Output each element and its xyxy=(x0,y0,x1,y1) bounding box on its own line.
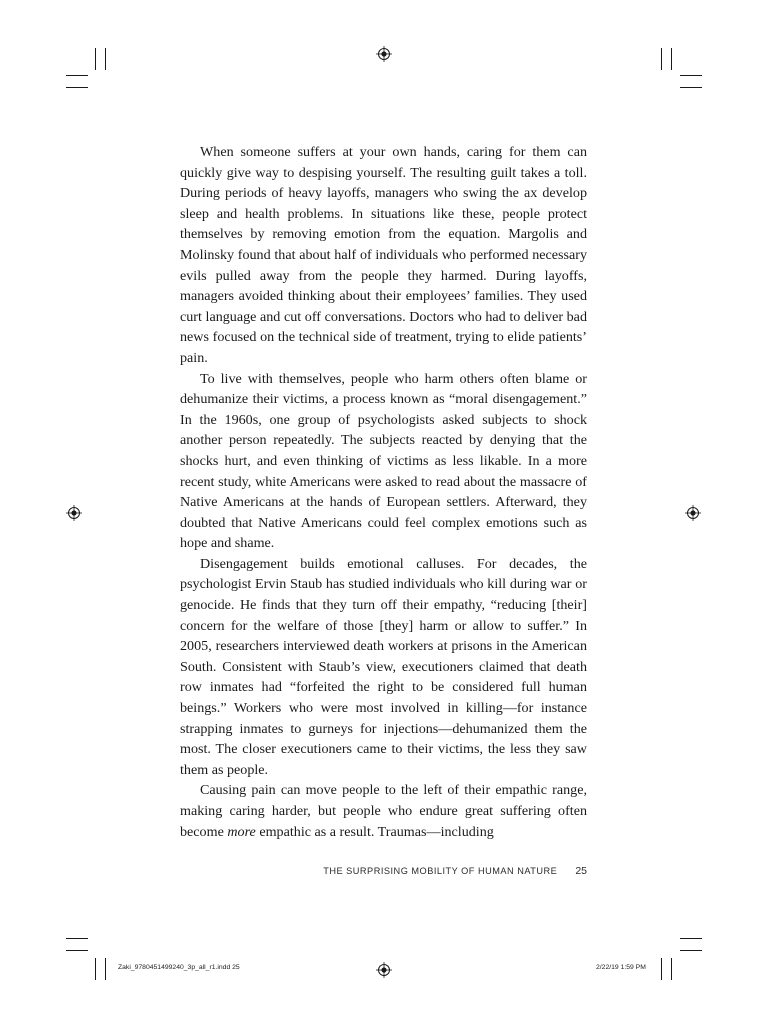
paragraph-text: empathic as a result. Traumas—including xyxy=(255,823,494,840)
paragraph xyxy=(180,780,587,842)
emphasis-text: more xyxy=(227,823,256,840)
crop-mark-icon xyxy=(66,75,88,76)
paragraph-text: When someone suffers at your own hands, caring for them can quickly give way to despising yourself. The resulting guilt takes a toll. During periods of heavy layoffs, managers who swing the ax develop sleep and health problems. In situations like these, people protect themselves by removing emotion from the equation. Margolis and Molinsky found that about half of individuals who performed necessary evils pulled away from the people they harmed. During layoffs, managers avoided thinking about their employees’ families. They used curt language and cut off conversations. Doctors who had to deliver bad news focused on the technical side of treatment, trying to elide patients’ pain. xyxy=(180,144,587,366)
paragraph-text: To live with themselves, people who harm others often blame or dehumanize their victims, a process known as “moral disengagement.” In the 1960s, one group of psychologists asked subjects to shock another person repeatedly. The subjects reacted by denying that the shocks hurt, and even thinking of victims as less likable. In a more recent study, white Americans were asked to read about the massacre of Native Americans at the hands of European settlers. Afterward, they doubted that Native Americans could feel complex emotions such as hope and shame. xyxy=(180,370,587,552)
crop-mark-icon xyxy=(66,87,88,88)
crop-mark-icon xyxy=(680,950,702,951)
registration-mark-icon xyxy=(376,46,392,62)
paragraph-text: Disengagement builds emotional calluses. For decades, the psychologist Ervin Staub has studied individuals who kill during war or genocide. He finds that they turn off their empathy, “reducing [their] concern for the welfare of those [they] harm or allow to suffer.” In 2005, researchers interviewed death workers at prisons in the American South. Consistent with Staub’s view, executioners claimed that death row inmates had “forfeited the right to be considered full human beings.” Workers who were most involved in killing—for instance strapping inmates to gurneys for injections—dehumanized them the most. The closer executioners came to their victims, the less they saw them as people. xyxy=(180,555,587,778)
body-text xyxy=(180,142,587,842)
registration-mark-icon xyxy=(66,505,82,521)
running-footer xyxy=(323,865,587,877)
crop-mark-icon xyxy=(680,75,702,76)
crop-mark-icon xyxy=(680,87,702,88)
crop-mark-icon xyxy=(671,958,672,980)
crop-mark-icon xyxy=(105,48,106,70)
crop-mark-icon xyxy=(661,958,662,980)
crop-mark-icon xyxy=(671,48,672,70)
crop-mark-icon xyxy=(105,958,106,980)
registration-mark-icon xyxy=(685,505,701,521)
page-number: 25 xyxy=(575,865,587,877)
paragraph xyxy=(180,142,587,369)
paragraph-text: Causing pain can move people to the left of their empathic range, making caring harder, but people who endure great suffering often become xyxy=(180,782,587,840)
crop-mark-icon xyxy=(66,938,88,939)
slug-timestamp: 2/22/19 1:59 PM xyxy=(596,964,646,971)
crop-mark-icon xyxy=(661,48,662,70)
registration-mark-icon xyxy=(376,962,392,978)
crop-mark-icon xyxy=(95,48,96,70)
slug-file: Zaki_9780451499240_3p_all_r1.indd 25 xyxy=(118,964,240,971)
crop-mark-icon xyxy=(680,938,702,939)
crop-mark-icon xyxy=(95,958,96,980)
running-head: THE SURPRISING MOBILITY OF HUMAN NATURE xyxy=(323,866,558,876)
paragraph xyxy=(180,554,587,781)
paragraph xyxy=(180,369,587,554)
crop-mark-icon xyxy=(66,950,88,951)
